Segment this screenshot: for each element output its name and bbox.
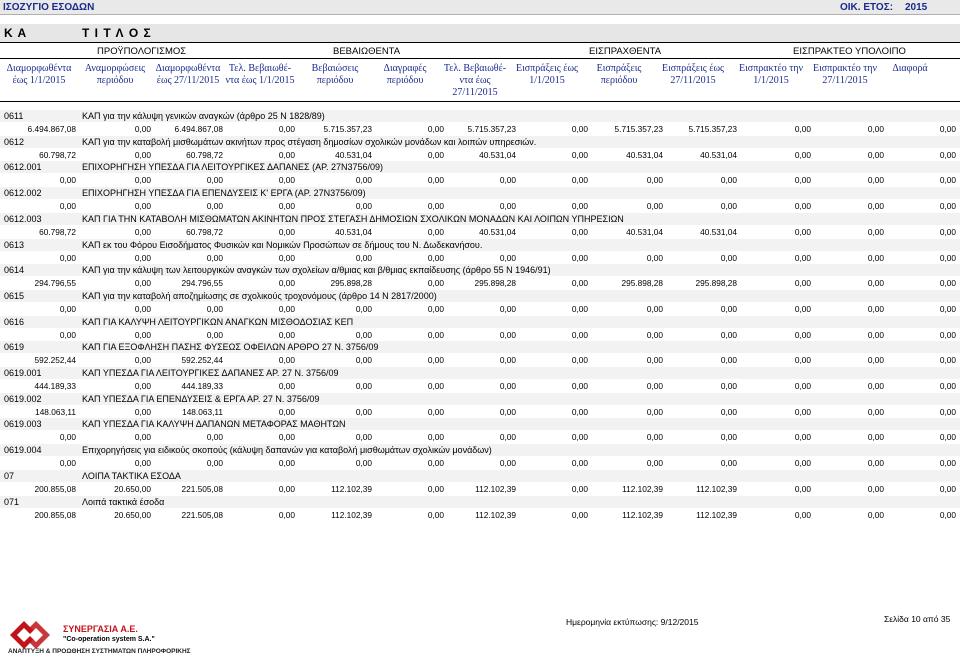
row-value-5: 112.102,39	[331, 483, 372, 494]
fiscal-year-value: 2015	[905, 2, 928, 13]
row-code: 0613	[4, 239, 25, 250]
row-value-8: 0,00	[571, 458, 588, 469]
row-value-12: 0,00	[867, 278, 884, 289]
row-value-8: 0,00	[571, 201, 588, 212]
row-value-6: 0,00	[427, 175, 444, 186]
row-value-1: 0,00	[59, 252, 76, 263]
row-code: 0619.001	[4, 368, 42, 378]
header-bottom-line	[0, 101, 960, 102]
row-value-9: 40.531,04	[626, 226, 663, 237]
row-value-6: 0,00	[427, 509, 444, 520]
row-value-11: 0,00	[794, 252, 811, 263]
row-value-6: 0,00	[427, 432, 444, 443]
row-value-9: 0,00	[646, 381, 663, 391]
row-title: ΚΑΠ για την κάλυψη γενικών αναγκών (άρθρο 25 Ν 1828/89)	[82, 111, 325, 121]
row-value-8: 0,00	[571, 432, 588, 443]
row-value-1: 0,00	[59, 201, 76, 212]
row-value-2: 0,00	[134, 201, 151, 212]
company-description: ΑΝΑΠΤΥΞΗ & ΠΡΟΩΘΗΣΗ ΣΥΣΤΗΜΑΤΩΝ ΠΛΗΡΟΦΟΡΙΚΗΣ	[8, 648, 191, 655]
row-value-2: 0,00	[134, 149, 151, 160]
row-value-12: 0,00	[867, 124, 884, 134]
row-value-7: 295.898,28	[474, 278, 516, 289]
row-value-10: 0,00	[720, 252, 737, 263]
row-value-1: 200.855,08	[34, 483, 76, 494]
row-value-7: 0,00	[499, 381, 516, 391]
row-value-5: 0,00	[355, 355, 372, 366]
row-title: ΚΑΠ για την καταβολή μισθωμάτων ακινήτων προς στέγαση δημοσίων σχολικών μονάδων και λοιπών υπηρεσιών.	[82, 136, 537, 147]
row-value-6: 0,00	[427, 124, 444, 134]
row-value-10: 112.102,39	[696, 509, 737, 520]
row-value-13: 0,00	[939, 303, 956, 314]
row-value-10: 112.102,39	[696, 483, 737, 494]
column-header-5: Βεβαιώσεις περιόδου	[311, 63, 359, 86]
row-value-7: 40.531,04	[479, 226, 516, 237]
row-value-8: 0,00	[571, 329, 588, 340]
row-value-8: 0,00	[571, 406, 588, 417]
row-value-4: 0,00	[278, 432, 295, 443]
row-value-8: 0,00	[571, 175, 588, 186]
row-value-10: 0,00	[720, 432, 737, 443]
group-remaining: ΕΙΣΠΡΑΚΤΕΟ ΥΠΟΛΟΙΠΟ	[793, 46, 906, 57]
row-value-1: 0,00	[59, 458, 76, 469]
row-value-1: 0,00	[59, 175, 76, 186]
row-value-11: 0,00	[794, 509, 811, 520]
row-value-6: 0,00	[427, 252, 444, 263]
row-value-9: 112.102,39	[622, 509, 663, 520]
row-value-7: 112.102,39	[475, 483, 516, 494]
row-value-10: 0,00	[720, 201, 737, 212]
row-title: ΕΠΙΧΟΡΗΓΗΣΗ ΥΠΕΣΔΑ ΓΙΑ ΕΠΕΝΔΥΣΕΙΣ Κ' ΕΡΓΑ (ΑΡ. 27Ν3756/09)	[82, 188, 366, 199]
row-title: Επιχορηγήσεις για ειδικούς σκοπούς (κάλυψη δαπανών για καταβολή μισθωμάτων σχολικών μονάδων)	[82, 445, 492, 456]
row-value-11: 0,00	[794, 201, 811, 212]
row-code: 07	[4, 470, 15, 481]
row-value-13: 0,00	[939, 226, 956, 237]
row-value-3: 592.252,44	[181, 355, 223, 366]
row-value-3: 0,00	[206, 329, 223, 340]
row-value-5: 0,00	[355, 303, 372, 314]
row-value-2: 0,00	[134, 355, 151, 366]
fiscal-year-label: ΟΙΚ. ΕΤΟΣ:	[840, 2, 894, 13]
row-value-7: 0,00	[499, 201, 516, 212]
row-value-6: 0,00	[427, 483, 444, 494]
row-value-2: 0,00	[134, 458, 151, 469]
row-value-12: 0,00	[867, 509, 884, 520]
row-value-10: 0,00	[720, 355, 737, 366]
group-divider	[0, 58, 960, 59]
row-value-10: 40.531,04	[700, 149, 737, 160]
row-value-7: 0,00	[499, 406, 516, 417]
row-value-3: 0,00	[206, 458, 223, 469]
row-value-5: 5.715.357,23	[323, 124, 372, 134]
row-value-3: 60.798,72	[186, 149, 223, 160]
row-value-8: 0,00	[571, 381, 588, 391]
row-value-9: 0,00	[646, 303, 663, 314]
row-value-12: 0,00	[867, 252, 884, 263]
row-value-11: 0,00	[794, 124, 811, 134]
company-name: ΣΥΝΕΡΓΑΣΙΑ Α.Ε.	[63, 624, 138, 634]
row-value-13: 0,00	[939, 355, 956, 366]
row-value-11: 0,00	[794, 149, 811, 160]
column-header-9: Εισπράξεις περιόδου	[596, 63, 642, 86]
row-value-11: 0,00	[794, 458, 811, 469]
row-value-13: 0,00	[939, 124, 956, 134]
row-value-1: 592.252,44	[34, 355, 76, 366]
row-value-6: 0,00	[427, 201, 444, 212]
row-value-1: 200.855,08	[34, 509, 76, 520]
group-budget: ΠΡΟΫΠΟΛΟΓΙΣΜΟΣ	[97, 46, 187, 57]
row-value-4: 0,00	[278, 483, 295, 494]
row-value-3: 444.189,33	[181, 381, 223, 391]
row-value-7: 0,00	[499, 458, 516, 469]
row-value-5: 0,00	[355, 252, 372, 263]
row-value-11: 0,00	[794, 432, 811, 443]
row-value-5: 112.102,39	[331, 509, 372, 520]
column-header-10: Εισπράξεις έως 27/11/2015	[661, 63, 725, 86]
row-value-6: 0,00	[427, 381, 444, 391]
column-title-bar	[0, 24, 960, 42]
row-value-13: 0,00	[939, 458, 956, 469]
row-value-8: 0,00	[571, 355, 588, 366]
row-value-8: 0,00	[571, 226, 588, 237]
row-value-7: 0,00	[499, 432, 516, 443]
row-value-12: 0,00	[867, 303, 884, 314]
row-value-10: 5.715.357,23	[688, 124, 737, 134]
row-value-13: 0,00	[939, 329, 956, 340]
row-value-1: 148.063,11	[35, 406, 76, 417]
row-value-4: 0,00	[278, 175, 295, 186]
row-value-5: 0,00	[355, 406, 372, 417]
column-header-12: Εισπρακτέο την 27/11/2015	[813, 63, 877, 86]
row-value-5: 40.531,04	[335, 149, 372, 160]
row-value-3: 0,00	[206, 252, 223, 263]
column-header-6: Διαγραφές περιόδου	[383, 63, 427, 86]
print-date: Ημερομηνία εκτύπωσης: 9/12/2015	[566, 617, 699, 627]
row-value-3: 0,00	[206, 432, 223, 443]
row-value-10: 0,00	[720, 381, 737, 391]
row-value-7: 40.531,04	[479, 149, 516, 160]
column-header-13: Διαφορά	[892, 63, 928, 74]
row-value-9: 0,00	[646, 329, 663, 340]
row-code: 0612.003	[4, 213, 42, 224]
row-code: 0616	[4, 316, 25, 327]
row-value-2: 20.650,00	[114, 509, 151, 520]
row-value-13: 0,00	[939, 201, 956, 212]
row-value-3: 0,00	[206, 175, 223, 186]
row-value-10: 0,00	[720, 406, 737, 417]
row-value-13: 0,00	[939, 381, 956, 391]
row-value-10: 0,00	[720, 303, 737, 314]
row-value-13: 0,00	[939, 149, 956, 160]
row-value-12: 0,00	[867, 355, 884, 366]
row-code: 0614	[4, 265, 25, 276]
company-logo	[8, 619, 52, 651]
row-value-11: 0,00	[794, 406, 811, 417]
row-value-3: 221.505,08	[181, 509, 223, 520]
row-value-1: 6.494.867,08	[27, 124, 76, 134]
row-value-7: 0,00	[499, 303, 516, 314]
row-title: ΚΑΠ ΓΙΑ ΕΞΟΦΛΗΣΗ ΠΑΣΗΣ ΦΥΣΕΩΣ ΟΦΕΙΛΩΝ ΑΡΘΡΟ 27 Ν. 3756/09	[82, 342, 379, 353]
row-value-9: 0,00	[646, 201, 663, 212]
row-code: 0619.004	[4, 445, 42, 456]
row-title: ΚΑΠ ΓΙΑ ΚΑΛΥΨΗ ΛΕΙΤΟΥΡΓΙΚΩΝ ΑΝΑΓΚΩΝ ΜΙΣΘΟΔΟΣΙΑΣ ΚΕΠ	[82, 316, 354, 327]
row-value-11: 0,00	[794, 329, 811, 340]
row-title: ΚΑΠ για την καταβολή αποζημίωσης σε σχολικούς τροχονόμους (άρθρο 14 Ν 2817/2000)	[82, 290, 437, 301]
row-title: ΚΑΠ ΥΠΕΣΔΑ ΓΙΑ ΕΠΕΝΔΥΣΕΙΣ & ΕΡΓΑ ΑΡ. 27 Ν. 3756/09	[82, 393, 320, 404]
row-value-8: 0,00	[571, 149, 588, 160]
row-value-11: 0,00	[794, 483, 811, 494]
row-code: 0612	[4, 136, 25, 147]
row-value-13: 0,00	[939, 278, 956, 289]
row-value-11: 0,00	[794, 303, 811, 314]
row-value-2: 0,00	[134, 278, 151, 289]
row-value-4: 0,00	[278, 201, 295, 212]
row-value-5: 0,00	[355, 175, 372, 186]
row-value-10: 40.531,04	[700, 226, 737, 237]
row-value-8: 0,00	[571, 278, 588, 289]
row-title: ΚΑΠ ΓΙΑ ΤΗΝ ΚΑΤΑΒΟΛΗ ΜΙΣΘΩΜΑΤΩΝ ΑΚΙΝΗΤΩΝ ΠΡΟΣ ΣΤΕΓΑΣΗ ΔΗΜΟΣΙΩΝ ΣΧΟΛΙΚΩΝ ΜΟΝΑΔΩΝ ΚΑΙ ΛΟΙΠΩΝ ΥΠΗΡΕΣΙΩΝ	[82, 213, 624, 224]
row-value-7: 0,00	[499, 175, 516, 186]
row-code: 0615	[4, 290, 25, 301]
row-code: 071	[4, 496, 20, 507]
row-title: ΛΟΙΠΑ ΤΑΚΤΙΚΑ ΕΣΟΔΑ	[82, 470, 181, 481]
row-value-7: 0,00	[499, 355, 516, 366]
column-header-2: Αναμορφώσεις περιόδου	[84, 63, 146, 86]
row-value-4: 0,00	[278, 355, 295, 366]
row-value-4: 0,00	[278, 329, 295, 340]
row-value-12: 0,00	[867, 406, 884, 417]
row-value-5: 40.531,04	[335, 226, 372, 237]
column-header-11: Εισπρακτέο την 1/1/2015	[739, 63, 803, 86]
row-value-1: 60.798,72	[39, 149, 76, 160]
row-code: 0612.001	[4, 162, 42, 173]
row-value-3: 0,00	[206, 201, 223, 212]
row-value-6: 0,00	[427, 226, 444, 237]
row-value-3: 221.505,08	[181, 483, 223, 494]
row-value-9: 5.715.357,23	[614, 124, 663, 134]
row-value-3: 60.798,72	[186, 226, 223, 237]
row-value-13: 0,00	[939, 406, 956, 417]
row-value-9: 0,00	[646, 406, 663, 417]
column-header-8: Εισπράξεις έως 1/1/2015	[515, 63, 579, 86]
row-value-12: 0,00	[867, 381, 884, 391]
row-value-6: 0,00	[427, 149, 444, 160]
row-code: 0612.002	[4, 188, 42, 199]
title-heading: Τ Ι Τ Λ Ο Σ	[82, 26, 152, 40]
row-value-11: 0,00	[794, 226, 811, 237]
row-value-12: 0,00	[867, 329, 884, 340]
row-value-12: 0,00	[867, 458, 884, 469]
row-value-8: 0,00	[571, 303, 588, 314]
row-title: ΕΠΙΧΟΡΗΓΗΣΗ ΥΠΕΣΔΑ ΓΙΑ ΛΕΙΤΟΥΡΓΙΚΕΣ ΔΑΠΑΝΕΣ (ΑΡ. 27Ν3756/09)	[82, 162, 383, 173]
row-value-2: 0,00	[134, 303, 151, 314]
row-value-3: 6.494.867,08	[174, 124, 223, 134]
row-value-12: 0,00	[867, 175, 884, 186]
row-value-11: 0,00	[794, 355, 811, 366]
row-value-8: 0,00	[571, 124, 588, 134]
row-value-12: 0,00	[867, 483, 884, 494]
row-value-6: 0,00	[427, 303, 444, 314]
row-value-10: 0,00	[720, 329, 737, 340]
group-collected: ΕΙΣΠΡΑΧΘΕΝΤΑ	[589, 46, 662, 57]
row-value-2: 0,00	[134, 175, 151, 186]
row-value-4: 0,00	[278, 226, 295, 237]
row-value-10: 0,00	[720, 458, 737, 469]
row-value-12: 0,00	[867, 201, 884, 212]
group-confirmed: ΒΕΒΑΙΩΘΕΝΤΑ	[333, 46, 401, 57]
row-value-1: 0,00	[59, 303, 76, 314]
row-value-2: 0,00	[134, 432, 151, 443]
row-value-9: 112.102,39	[622, 483, 663, 494]
row-value-7: 112.102,39	[475, 509, 516, 520]
page-number: Σελίδα 10 από 35	[884, 614, 951, 624]
row-value-4: 0,00	[278, 252, 295, 263]
row-value-7: 0,00	[499, 329, 516, 340]
column-header-7: Τελ. Βεβαιωθέ- ντα έως 27/11/2015	[443, 63, 507, 98]
row-value-6: 0,00	[427, 278, 444, 289]
row-value-6: 0,00	[427, 406, 444, 417]
row-value-9: 0,00	[646, 458, 663, 469]
row-value-5: 295.898,28	[330, 278, 372, 289]
row-value-12: 0,00	[867, 432, 884, 443]
row-value-3: 294.796,55	[181, 278, 223, 289]
group-header-row	[0, 42, 960, 58]
row-value-7: 0,00	[499, 252, 516, 263]
row-code: 0611	[4, 111, 24, 121]
row-value-13: 0,00	[939, 483, 956, 494]
row-value-11: 0,00	[794, 175, 811, 186]
row-value-4: 0,00	[278, 149, 295, 160]
row-value-4: 0,00	[278, 124, 295, 134]
row-value-9: 0,00	[646, 175, 663, 186]
row-value-2: 0,00	[134, 226, 151, 237]
row-title: Λοιπά τακτικά έσοδα	[82, 496, 165, 507]
column-header-4: Τελ. Βεβαιωθέ- ντα έως 1/1/2015	[225, 63, 295, 86]
ka-heading: Κ Α	[4, 26, 28, 40]
row-value-12: 0,00	[867, 226, 884, 237]
row-value-13: 0,00	[939, 252, 956, 263]
row-value-9: 295.898,28	[621, 278, 663, 289]
row-value-11: 0,00	[794, 278, 811, 289]
row-value-4: 0,00	[278, 303, 295, 314]
row-value-1: 294.796,55	[34, 278, 76, 289]
row-value-6: 0,00	[427, 355, 444, 366]
row-value-2: 0,00	[134, 124, 151, 134]
report-title: ΙΣΟΖΥΓΙΟ ΕΣΟΔΩΝ	[3, 2, 95, 13]
row-value-1: 60.798,72	[39, 226, 76, 237]
row-value-5: 0,00	[355, 432, 372, 443]
row-value-1: 444.189,33	[34, 381, 76, 391]
row-value-2: 0,00	[134, 381, 151, 391]
row-value-4: 0,00	[278, 458, 295, 469]
row-value-9: 0,00	[646, 252, 663, 263]
row-value-4: 0,00	[278, 381, 295, 391]
row-value-4: 0,00	[278, 278, 295, 289]
row-value-10: 295.898,28	[695, 278, 737, 289]
row-value-5: 0,00	[355, 458, 372, 469]
row-value-8: 0,00	[571, 483, 588, 494]
row-value-9: 40.531,04	[626, 149, 663, 160]
row-value-2: 20.650,00	[114, 483, 151, 494]
row-value-9: 0,00	[646, 432, 663, 443]
row-value-10: 0,00	[720, 175, 737, 186]
row-title: ΚΑΠ εκ του Φόρου Εισοδήματος Φυσικών και Νομικών Προσώπων σε δήμους του Ν. Δωδεκανήσου.	[82, 239, 483, 250]
row-value-6: 0,00	[427, 458, 444, 469]
row-value-1: 0,00	[59, 329, 76, 340]
report-header-bar	[0, 0, 960, 15]
row-value-5: 0,00	[355, 201, 372, 212]
row-value-8: 0,00	[571, 509, 588, 520]
row-value-2: 0,00	[134, 329, 151, 340]
column-header-3: Διαμορφωθέντα έως 27/11/2015	[155, 63, 221, 86]
row-value-6: 0,00	[427, 329, 444, 340]
row-title: ΚΑΠ για την κάλυψη των λειτουργικών αναγκών των σχολείων α/θμιας και β/θμιας εκπαίδευσης (άρθρο 55 Ν 1946/91)	[82, 265, 551, 276]
row-value-7: 5.715.357,23	[467, 124, 516, 134]
row-code: 0619	[4, 342, 25, 353]
row-value-2: 0,00	[134, 406, 151, 417]
row-value-4: 0,00	[278, 509, 295, 520]
row-value-12: 0,00	[867, 149, 884, 160]
row-title: ΚΑΠ ΥΠΕΣΔΑ ΓΙΑ ΛΕΙΤΟΥΡΓΙΚΕΣ ΔΑΠΑΝΕΣ ΑΡ. 27 Ν. 3756/09	[82, 368, 339, 378]
row-value-5: 0,00	[355, 381, 372, 391]
row-value-3: 0,00	[206, 303, 223, 314]
row-value-4: 0,00	[278, 406, 295, 417]
row-code: 0619.003	[4, 419, 42, 430]
row-value-1: 0,00	[59, 432, 76, 443]
row-value-9: 0,00	[646, 355, 663, 366]
company-name-en: "Co-operation system S.A."	[63, 636, 155, 643]
row-title: ΚΑΠ ΥΠΕΣΔΑ ΓΙΑ ΚΑΛΥΨΗ ΔΑΠΑΝΩΝ ΜΕΤΑΦΟΡΑΣ ΜΑΘΗΤΩΝ	[82, 419, 346, 430]
row-value-13: 0,00	[939, 432, 956, 443]
row-value-3: 148.063,11	[182, 406, 223, 417]
row-code: 0619.002	[4, 393, 42, 404]
row-value-5: 0,00	[355, 329, 372, 340]
row-value-11: 0,00	[794, 381, 811, 391]
row-value-13: 0,00	[939, 509, 956, 520]
row-value-8: 0,00	[571, 252, 588, 263]
row-value-2: 0,00	[134, 252, 151, 263]
column-header-1: Διαμορφωθέντα έως 1/1/2015	[6, 63, 72, 86]
row-value-13: 0,00	[939, 175, 956, 186]
